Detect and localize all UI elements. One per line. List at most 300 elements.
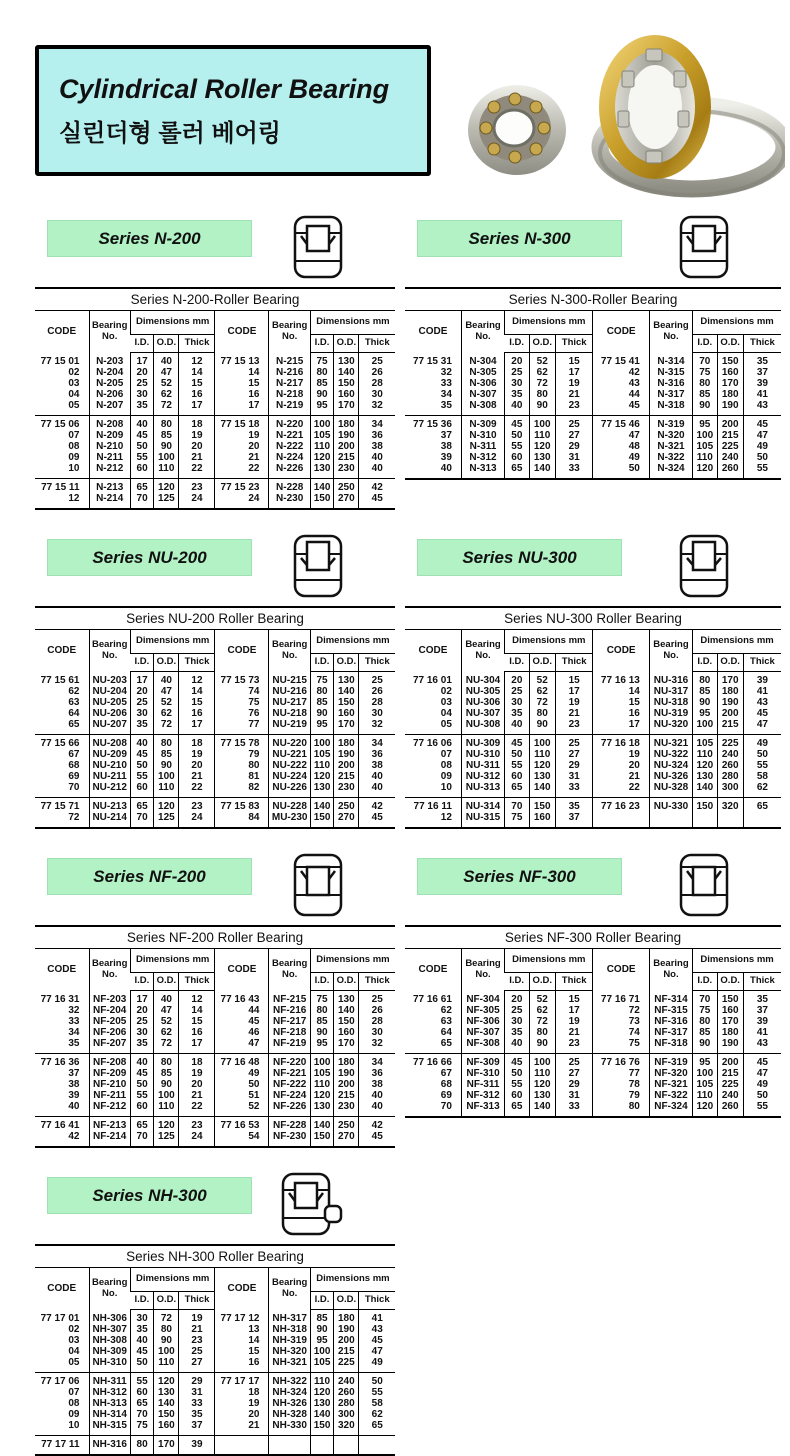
id-cell: 35	[505, 708, 529, 719]
id-cell: 90	[693, 1038, 717, 1054]
od-cell: 215	[334, 1346, 359, 1357]
thick-cell: 21	[179, 452, 215, 463]
code-cell: 77 16 66	[405, 1054, 461, 1069]
od-cell: 250	[334, 479, 359, 494]
column-header-dimensions: Dimensions mm	[693, 949, 781, 973]
od-cell: 125	[154, 1131, 179, 1147]
bearing-no-cell: NF-221	[269, 1068, 310, 1079]
table-row	[405, 1005, 781, 1016]
table-row	[405, 672, 781, 687]
od-cell: 140	[529, 1101, 555, 1117]
code-cell: 32	[68, 1005, 80, 1016]
od-cell: 230	[334, 782, 359, 798]
code-cell: 43	[593, 378, 649, 389]
bearing-no-cell: NF-226	[269, 1101, 310, 1117]
code-cell: 09	[68, 1409, 80, 1420]
od-cell: 150	[334, 1016, 359, 1027]
id-cell: 110	[693, 1090, 717, 1101]
id-cell: 30	[130, 389, 153, 400]
thick-cell: 34	[359, 416, 395, 431]
id-cell: 80	[310, 367, 333, 378]
bearing-crosssection-icon	[679, 215, 729, 279]
thick-cell: 21	[179, 1324, 215, 1335]
id-cell: 80	[693, 378, 717, 389]
bearing-no-cell: NF-211	[89, 1090, 130, 1101]
code-cell: 67	[440, 1068, 452, 1079]
id-cell: 100	[310, 735, 333, 750]
column-header-thick: Thick	[743, 973, 781, 991]
table-row	[35, 1131, 395, 1147]
code-cell: 17	[593, 719, 649, 735]
column-header-thick: Thick	[555, 335, 593, 353]
bearing-no-cell: NF-311	[461, 1079, 504, 1090]
bearing-no-cell: NU-319	[649, 708, 692, 719]
column-header-id: I.D.	[693, 335, 717, 353]
od-cell: 85	[154, 1068, 179, 1079]
code-cell: 52	[215, 1101, 269, 1117]
od-cell: 62	[529, 686, 555, 697]
thick-cell: 28	[359, 697, 395, 708]
od-cell: 130	[529, 452, 555, 463]
bearing-no-cell: NU-316	[649, 672, 692, 687]
table-row	[35, 1324, 395, 1335]
bearing-no-cell: NF-219	[269, 1038, 310, 1054]
thick-cell: 55	[743, 760, 781, 771]
bearing-no-cell: NF-321	[649, 1079, 692, 1090]
id-cell: 55	[130, 452, 153, 463]
bearing-no-cell: NF-306	[461, 1016, 504, 1027]
id-cell: 65	[130, 1398, 153, 1409]
table-row	[35, 708, 395, 719]
section-series-nf200	[35, 853, 395, 1148]
bearing-crosssection-icon	[281, 1172, 343, 1236]
bearing-no-cell: NH-330	[269, 1420, 310, 1436]
bearing-no-cell: NF-305	[461, 1005, 504, 1016]
code-cell: 08	[68, 441, 80, 452]
id-cell: 65	[505, 463, 529, 479]
bearing-no-cell: NU-213	[89, 798, 130, 813]
thick-cell: 45	[359, 1335, 395, 1346]
column-header-dimensions: Dimensions mm	[505, 630, 593, 654]
bearing-no-cell: NU-222	[269, 760, 310, 771]
code-cell: 04	[68, 1346, 80, 1357]
od-cell: 215	[717, 1068, 743, 1079]
od-cell: 150	[717, 991, 743, 1006]
thick-cell: 26	[359, 1005, 395, 1016]
id-cell: 30	[505, 1016, 529, 1027]
bearing-no-cell: NF-309	[461, 1054, 504, 1069]
thick-cell: 45	[743, 1054, 781, 1069]
od-cell: 40	[154, 672, 179, 687]
bearing-no-cell: NH-308	[89, 1335, 130, 1346]
id-cell: 100	[693, 1068, 717, 1079]
id-cell: 90	[310, 1324, 333, 1335]
od-cell: 200	[717, 1054, 743, 1069]
table-title: Series NF-200 Roller Bearing	[35, 925, 395, 948]
table-row	[405, 1016, 781, 1027]
column-header-dimensions: Dimensions mm	[130, 630, 215, 654]
thick-cell: 38	[359, 760, 395, 771]
od-cell: 100	[529, 416, 555, 431]
od-cell: 270	[334, 493, 359, 509]
thick-cell: 37	[743, 1005, 781, 1016]
code-cell: 77 17 11	[35, 1436, 89, 1456]
id-cell: 110	[693, 452, 717, 463]
od-cell	[334, 1436, 359, 1456]
id-cell: 120	[310, 1090, 333, 1101]
od-cell: 120	[154, 479, 179, 494]
id-cell: 50	[505, 749, 529, 760]
table-row	[35, 782, 395, 798]
thick-cell: 15	[179, 1016, 215, 1027]
od-cell: 80	[529, 1027, 555, 1038]
code-cell: 48	[593, 441, 649, 452]
code-cell: 20	[215, 441, 269, 452]
table-row	[35, 798, 395, 813]
table-row	[405, 1090, 781, 1101]
thick-cell: 49	[743, 441, 781, 452]
column-header-id: I.D.	[310, 335, 333, 353]
bearing-no-cell: NF-210	[89, 1079, 130, 1090]
code-cell: 76	[215, 708, 269, 719]
id-cell: 120	[310, 771, 333, 782]
table-row	[405, 441, 781, 452]
od-cell: 200	[334, 1079, 359, 1090]
od-cell: 215	[334, 1090, 359, 1101]
thick-cell: 43	[743, 400, 781, 416]
bearing-no-cell: N-321	[649, 441, 692, 452]
bearing-no-cell: NF-213	[89, 1117, 130, 1132]
code-cell: 69	[68, 771, 80, 782]
code-cell: 78	[593, 1079, 649, 1090]
thick-cell: 30	[359, 389, 395, 400]
od-cell: 170	[154, 1436, 179, 1456]
thick-cell: 30	[359, 1027, 395, 1038]
od-cell: 100	[154, 1346, 179, 1357]
table-row	[35, 367, 395, 378]
bearing-no-cell: NF-216	[269, 1005, 310, 1016]
od-cell: 180	[717, 1027, 743, 1038]
bearing-no-cell: N-311	[461, 441, 504, 452]
bearing-no-cell: N-308	[461, 400, 504, 416]
bearing-table	[35, 629, 395, 829]
bearing-no-cell: NH-321	[269, 1357, 310, 1373]
id-cell: 120	[693, 760, 717, 771]
bearing-no-cell: NH-328	[269, 1409, 310, 1420]
id-cell: 60	[130, 1101, 153, 1117]
thick-cell: 23	[179, 479, 215, 494]
thick-cell: 29	[555, 1079, 593, 1090]
thick-cell: 39	[179, 1436, 215, 1456]
thick-cell: 36	[359, 1068, 395, 1079]
id-cell: 70	[505, 798, 529, 813]
bearing-no-cell: NU-324	[649, 760, 692, 771]
thick-cell: 29	[555, 760, 593, 771]
code-cell: 69	[440, 1090, 452, 1101]
od-cell: 140	[529, 782, 555, 798]
table-row	[35, 672, 395, 687]
id-cell: 70	[130, 493, 153, 509]
code-cell: 38	[440, 441, 452, 452]
series-label: Series NU-200	[47, 539, 252, 576]
bearing-no-cell: NH-307	[89, 1324, 130, 1335]
code-cell: 77 17 12	[215, 1310, 269, 1325]
bearing-no-cell: NU-214	[89, 812, 130, 828]
id-cell: 55	[505, 441, 529, 452]
thick-cell: 16	[179, 708, 215, 719]
table-row	[35, 1079, 395, 1090]
table-row	[405, 719, 781, 735]
bearing-no-cell: MU-230	[269, 812, 310, 828]
thick-cell: 37	[555, 812, 593, 828]
bearing-no-cell: NU-306	[461, 697, 504, 708]
od-cell: 215	[334, 771, 359, 782]
code-cell: 07	[68, 1387, 80, 1398]
table-row	[405, 367, 781, 378]
id-cell: 25	[505, 367, 529, 378]
id-cell: 45	[505, 735, 529, 750]
code-cell: 32	[440, 367, 452, 378]
column-header-od: O.D.	[154, 1292, 179, 1310]
bearing-no-cell: N-210	[89, 441, 130, 452]
code-cell: 04	[68, 389, 80, 400]
thick-cell: 50	[743, 749, 781, 760]
code-cell: 16	[593, 708, 649, 719]
bearing-crosssection-icon	[293, 215, 343, 279]
od-cell: 180	[717, 686, 743, 697]
bearing-no-cell: NF-307	[461, 1027, 504, 1038]
id-cell: 150	[310, 1131, 333, 1147]
thick-cell: 17	[179, 400, 215, 416]
od-cell: 180	[334, 1054, 359, 1069]
od-cell: 120	[154, 798, 179, 813]
thick-cell: 47	[359, 1346, 395, 1357]
section-header	[35, 215, 395, 281]
column-header-dimensions: Dimensions mm	[505, 311, 593, 335]
bearing-no-cell: NF-224	[269, 1090, 310, 1101]
od-cell: 47	[154, 1005, 179, 1016]
bearing-no-cell: NU-215	[269, 672, 310, 687]
id-cell: 85	[693, 686, 717, 697]
code-cell: 34	[440, 389, 452, 400]
od-cell: 72	[154, 1310, 179, 1325]
table-row	[35, 1068, 395, 1079]
column-header-od: O.D.	[717, 973, 743, 991]
bearing-crosssection-icon	[293, 534, 343, 598]
id-cell: 80	[693, 1016, 717, 1027]
bearing-no-cell: NF-318	[649, 1038, 692, 1054]
code-cell: 49	[215, 1068, 269, 1079]
bearing-no-cell: NU-330	[649, 798, 692, 813]
code-cell: 16	[215, 389, 269, 400]
bearing-no-cell: NF-208	[89, 1054, 130, 1069]
code-cell: 15	[215, 1346, 269, 1357]
od-cell: 225	[334, 1357, 359, 1373]
od-cell: 80	[529, 389, 555, 400]
bearing-no-cell: NF-322	[649, 1090, 692, 1101]
thick-cell: 22	[179, 1101, 215, 1117]
od-cell: 52	[529, 672, 555, 687]
od-cell: 260	[334, 1387, 359, 1398]
code-cell: 77 17 17	[215, 1373, 269, 1388]
column-header-thick: Thick	[179, 335, 215, 353]
code-cell: 50	[593, 463, 649, 479]
bearing-no-cell: N-313	[461, 463, 504, 479]
table-row	[35, 1038, 395, 1054]
table-row	[35, 1387, 395, 1398]
od-cell: 230	[334, 1101, 359, 1117]
thick-cell: 25	[555, 1054, 593, 1069]
thick-cell: 23	[555, 719, 593, 735]
column-header-bearing-no: Bearing No.	[461, 630, 504, 672]
code-cell: 21	[593, 771, 649, 782]
bearing-table	[405, 310, 781, 480]
bearing-no-cell: NU-312	[461, 771, 504, 782]
code-cell: 75	[593, 1038, 649, 1054]
id-cell: 50	[130, 1079, 153, 1090]
bearing-no-cell: N-205	[89, 378, 130, 389]
table-row	[35, 430, 395, 441]
table-row	[405, 416, 781, 431]
thick-cell: 65	[743, 798, 781, 813]
table-row	[405, 708, 781, 719]
id-cell: 70	[130, 812, 153, 828]
od-cell: 280	[334, 1398, 359, 1409]
code-cell: 21	[215, 452, 269, 463]
id-cell: 95	[693, 708, 717, 719]
table-row	[405, 771, 781, 782]
thick-cell: 21	[555, 708, 593, 719]
id-cell: 40	[130, 416, 153, 431]
bearing-no-cell: NH-318	[269, 1324, 310, 1335]
id-cell: 100	[693, 719, 717, 735]
od-cell: 140	[334, 1005, 359, 1016]
thick-cell: 26	[359, 686, 395, 697]
od-cell: 230	[334, 463, 359, 479]
title-banner	[35, 45, 431, 176]
code-cell: 77 15 31	[412, 355, 452, 367]
od-cell: 100	[529, 1054, 555, 1069]
od-cell: 110	[154, 1357, 179, 1373]
series-label: Series NF-300	[417, 858, 622, 895]
id-cell: 45	[130, 430, 153, 441]
od-cell: 120	[529, 760, 555, 771]
bearing-no-cell: N-207	[89, 400, 130, 416]
column-header-bearing-no: Bearing No.	[89, 949, 130, 991]
column-header-thick: Thick	[555, 654, 593, 672]
code-cell: 68	[68, 760, 80, 771]
code-cell: 40	[68, 1101, 80, 1112]
code-cell: 42	[593, 367, 649, 378]
table-row	[35, 771, 395, 782]
code-cell: 09	[440, 771, 452, 782]
bearing-no-cell: NF-209	[89, 1068, 130, 1079]
od-cell: 170	[717, 378, 743, 389]
thick-cell: 22	[179, 463, 215, 479]
bearing-no-cell: N-312	[461, 452, 504, 463]
code-cell: 68	[440, 1079, 452, 1090]
thick-cell: 18	[179, 1054, 215, 1069]
id-cell: 85	[310, 697, 333, 708]
thick-cell: 19	[179, 430, 215, 441]
id-cell: 17	[130, 991, 153, 1006]
column-header-thick: Thick	[179, 1292, 215, 1310]
bearing-no-cell: N-306	[461, 378, 504, 389]
thick-cell: 42	[359, 1117, 395, 1132]
code-cell: 77 16 61	[412, 993, 452, 1005]
od-cell: 62	[154, 1027, 179, 1038]
id-cell: 25	[130, 1016, 153, 1027]
code-cell: 77 16 41	[35, 1117, 89, 1132]
code-cell: 77 16 01	[412, 674, 452, 686]
column-header-od: O.D.	[334, 654, 359, 672]
thick-cell: 12	[179, 672, 215, 687]
code-cell: 03	[440, 697, 452, 708]
id-cell: 55	[505, 760, 529, 771]
thick-cell: 49	[359, 1357, 395, 1373]
thick-cell: 23	[555, 1038, 593, 1054]
id-cell: 55	[130, 771, 153, 782]
section-series-nu200	[35, 534, 395, 829]
thick-cell: 35	[555, 798, 593, 813]
bearing-no-cell	[269, 1436, 310, 1456]
table-row	[35, 353, 395, 368]
od-cell: 270	[334, 812, 359, 828]
od-cell: 225	[717, 735, 743, 750]
code-cell: 77 16 48	[215, 1054, 269, 1069]
column-header-bearing-no: Bearing No.	[269, 949, 310, 991]
table-title: Series NU-300 Roller Bearing	[405, 606, 781, 629]
od-cell: 52	[154, 1016, 179, 1027]
id-cell: 45	[130, 1346, 153, 1357]
thick-cell: 43	[359, 1324, 395, 1335]
table-row	[35, 479, 395, 494]
series-label: Series NH-300	[47, 1177, 252, 1214]
bearing-no-cell: NU-328	[649, 782, 692, 798]
thick-cell: 19	[555, 697, 593, 708]
code-cell: 09	[68, 452, 80, 463]
column-header-bearing-no: Bearing No.	[461, 311, 504, 353]
thick-cell: 41	[743, 686, 781, 697]
bearing-no-cell: N-230	[269, 493, 310, 509]
table-row	[405, 1101, 781, 1117]
id-cell: 130	[693, 771, 717, 782]
od-cell: 190	[334, 1068, 359, 1079]
table-row	[405, 452, 781, 463]
bearing-no-cell: N-221	[269, 430, 310, 441]
id-cell: 90	[310, 1027, 333, 1038]
id-cell: 65	[505, 1101, 529, 1117]
bearing-no-cell: N-305	[461, 367, 504, 378]
code-cell: 10	[68, 1420, 80, 1431]
id-cell: 45	[130, 1068, 153, 1079]
id-cell: 35	[130, 719, 153, 735]
column-header-dimensions: Dimensions mm	[693, 311, 781, 335]
od-cell: 47	[154, 367, 179, 378]
thick-cell: 23	[179, 798, 215, 813]
column-header-bearing-no: Bearing No.	[461, 949, 504, 991]
id-cell: 80	[310, 1005, 333, 1016]
thick-cell: 40	[359, 782, 395, 798]
bearing-crosssection-icon	[679, 534, 729, 598]
code-cell: 62	[440, 1005, 452, 1016]
id-cell: 25	[130, 378, 153, 389]
id-cell: 50	[505, 1068, 529, 1079]
id-cell: 150	[310, 1420, 333, 1436]
id-cell: 140	[693, 782, 717, 798]
code-cell: 14	[215, 367, 269, 378]
thick-cell: 35	[179, 1409, 215, 1420]
